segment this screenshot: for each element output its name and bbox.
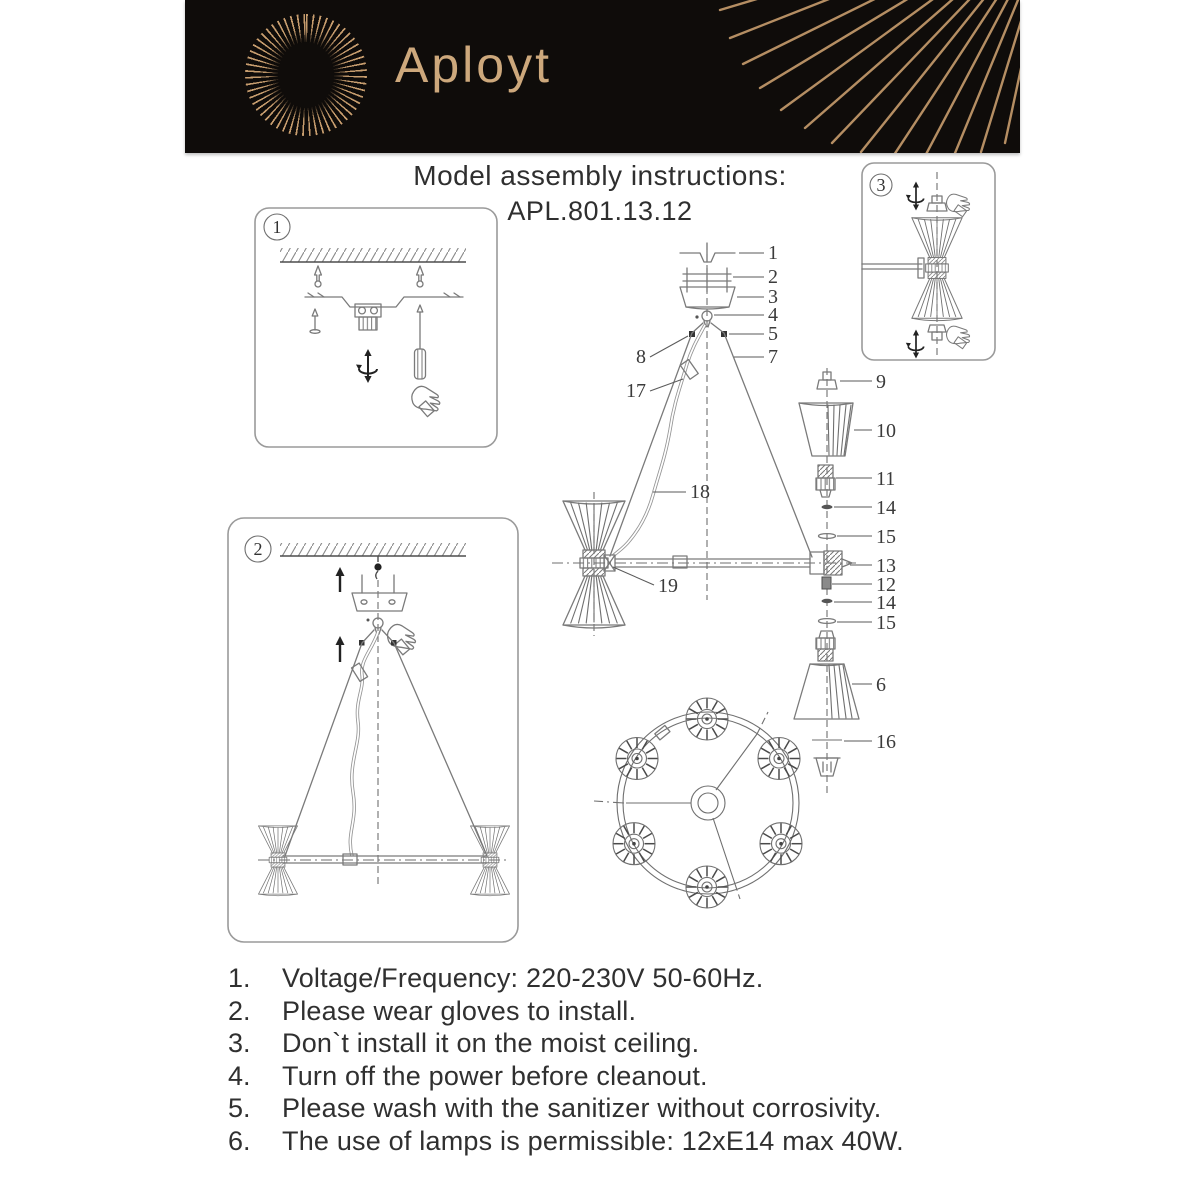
ceiling-hook [374, 556, 381, 579]
item-text: Turn off the power before cleanout. [282, 1060, 708, 1091]
lamp-bottom-view [686, 698, 728, 740]
part-label-3: 3 [768, 286, 778, 308]
lamp-bottom-view [613, 823, 655, 865]
part-label-1: 1 [768, 242, 778, 264]
part-label-14: 14 [876, 497, 896, 519]
up-arrow-icon [336, 567, 345, 592]
step-1-number: 1 [272, 217, 282, 237]
part-bar-junction [810, 551, 852, 575]
part-label-16: 16 [876, 731, 896, 753]
center-hub [594, 712, 768, 899]
panel-step-1 [255, 208, 497, 447]
suspension-cable [382, 630, 487, 856]
ceiling-hatch [280, 248, 466, 262]
panel-step-3 [862, 163, 995, 360]
item-number: 5. [228, 1093, 251, 1123]
brand-name: Aployt [395, 37, 552, 93]
end-lamp [470, 826, 509, 896]
suspension-cable-right [711, 323, 812, 557]
part-washer-14b [822, 599, 833, 603]
hand-icon [383, 622, 418, 657]
part-label-13: 13 [876, 555, 896, 577]
part-label-10: 10 [876, 420, 896, 442]
page-title: Model assembly instructions: [413, 160, 787, 191]
part-label-2: 2 [768, 266, 778, 288]
part-label-5: 5 [768, 323, 778, 345]
part-label-12: 12 [876, 574, 896, 596]
lamp-bottom-view [758, 738, 800, 780]
fixture-arm [862, 258, 924, 278]
item-text: Please wear gloves to install. [282, 995, 637, 1026]
list-item [228, 1126, 904, 1159]
item-text: Voltage/Frequency: 220-230V 50-60Hz. [282, 963, 764, 993]
item-number: 6. [228, 1125, 251, 1156]
part-label-7: 7 [768, 346, 778, 368]
assembly-diagram [180, 155, 1030, 965]
rotate-arrow-icon [906, 330, 924, 359]
rotate-arrow-icon [906, 182, 924, 211]
part-label-17: 17 [626, 380, 646, 402]
lamp-bottom-view [760, 823, 802, 865]
wall-anchor-icon [417, 266, 424, 287]
item-text: Don`t install it on the moist ceiling. [282, 1028, 700, 1058]
step-2-number: 2 [253, 539, 263, 559]
banner-rays-decoration [185, 0, 1020, 153]
part-cross-plate [683, 268, 731, 292]
part-label-19: 19 [658, 575, 678, 597]
item-text: Please wash with the sanitizer without corrosivity. [282, 1093, 882, 1123]
fixture-bar [258, 854, 510, 865]
list-item [228, 1028, 904, 1061]
part-label-4: 4 [768, 304, 778, 326]
lamp-bottom-view [686, 866, 728, 908]
part-socket-11 [816, 465, 835, 497]
instruction-list [228, 963, 904, 1158]
model-number: APL.801.13.12 [507, 196, 693, 226]
item-number: 3. [228, 1028, 251, 1058]
item-text: The use of lamps is permissible: 12xE14 max 40W. [282, 1125, 904, 1156]
part-label-6: 6 [876, 674, 886, 696]
step-3-number: 3 [876, 175, 886, 195]
wall-anchor-icon [315, 266, 322, 287]
power-cord [613, 325, 705, 556]
hand-icon [946, 194, 969, 217]
list-item [228, 1061, 904, 1094]
suspension-cable [285, 630, 374, 856]
part-label-15: 15 [876, 526, 896, 548]
exploded-view [552, 242, 896, 795]
hand-icon [408, 384, 443, 418]
item-number: 2. [228, 995, 251, 1026]
list-item [228, 963, 904, 996]
part-mounting-bracket [680, 243, 735, 262]
item-number: 1. [228, 963, 251, 993]
part-label-18: 18 [690, 481, 710, 503]
canopy [352, 575, 407, 611]
screw-icon [310, 309, 320, 333]
part-label-15b: 15 [876, 612, 896, 634]
end-lamp-assembled [563, 501, 625, 628]
up-arrow-icon [336, 636, 345, 662]
rotate-arrow-icon [356, 349, 377, 383]
power-cord [350, 632, 378, 856]
panel-step-2 [228, 518, 518, 942]
brand-banner [185, 0, 1020, 153]
screwdriver [415, 305, 426, 379]
item-number: 4. [228, 1060, 251, 1091]
part-label-11: 11 [876, 468, 896, 490]
part-washer-14 [822, 505, 833, 509]
suspension-loop [367, 618, 384, 634]
bottom-view [594, 698, 802, 908]
part-shade-upper-10 [799, 403, 853, 456]
list-item [228, 1093, 904, 1126]
part-label-8: 8 [636, 346, 646, 368]
lamp-bottom-view [616, 738, 658, 780]
ceiling-hatch [280, 543, 466, 556]
part-spacer-12 [822, 577, 831, 589]
part-label-9: 9 [876, 371, 886, 393]
part-label-14b: 14 [876, 592, 896, 614]
hand-icon [946, 326, 969, 349]
list-item [228, 996, 904, 1029]
mounting-bracket [305, 293, 463, 330]
part-socket-lower [816, 631, 835, 661]
